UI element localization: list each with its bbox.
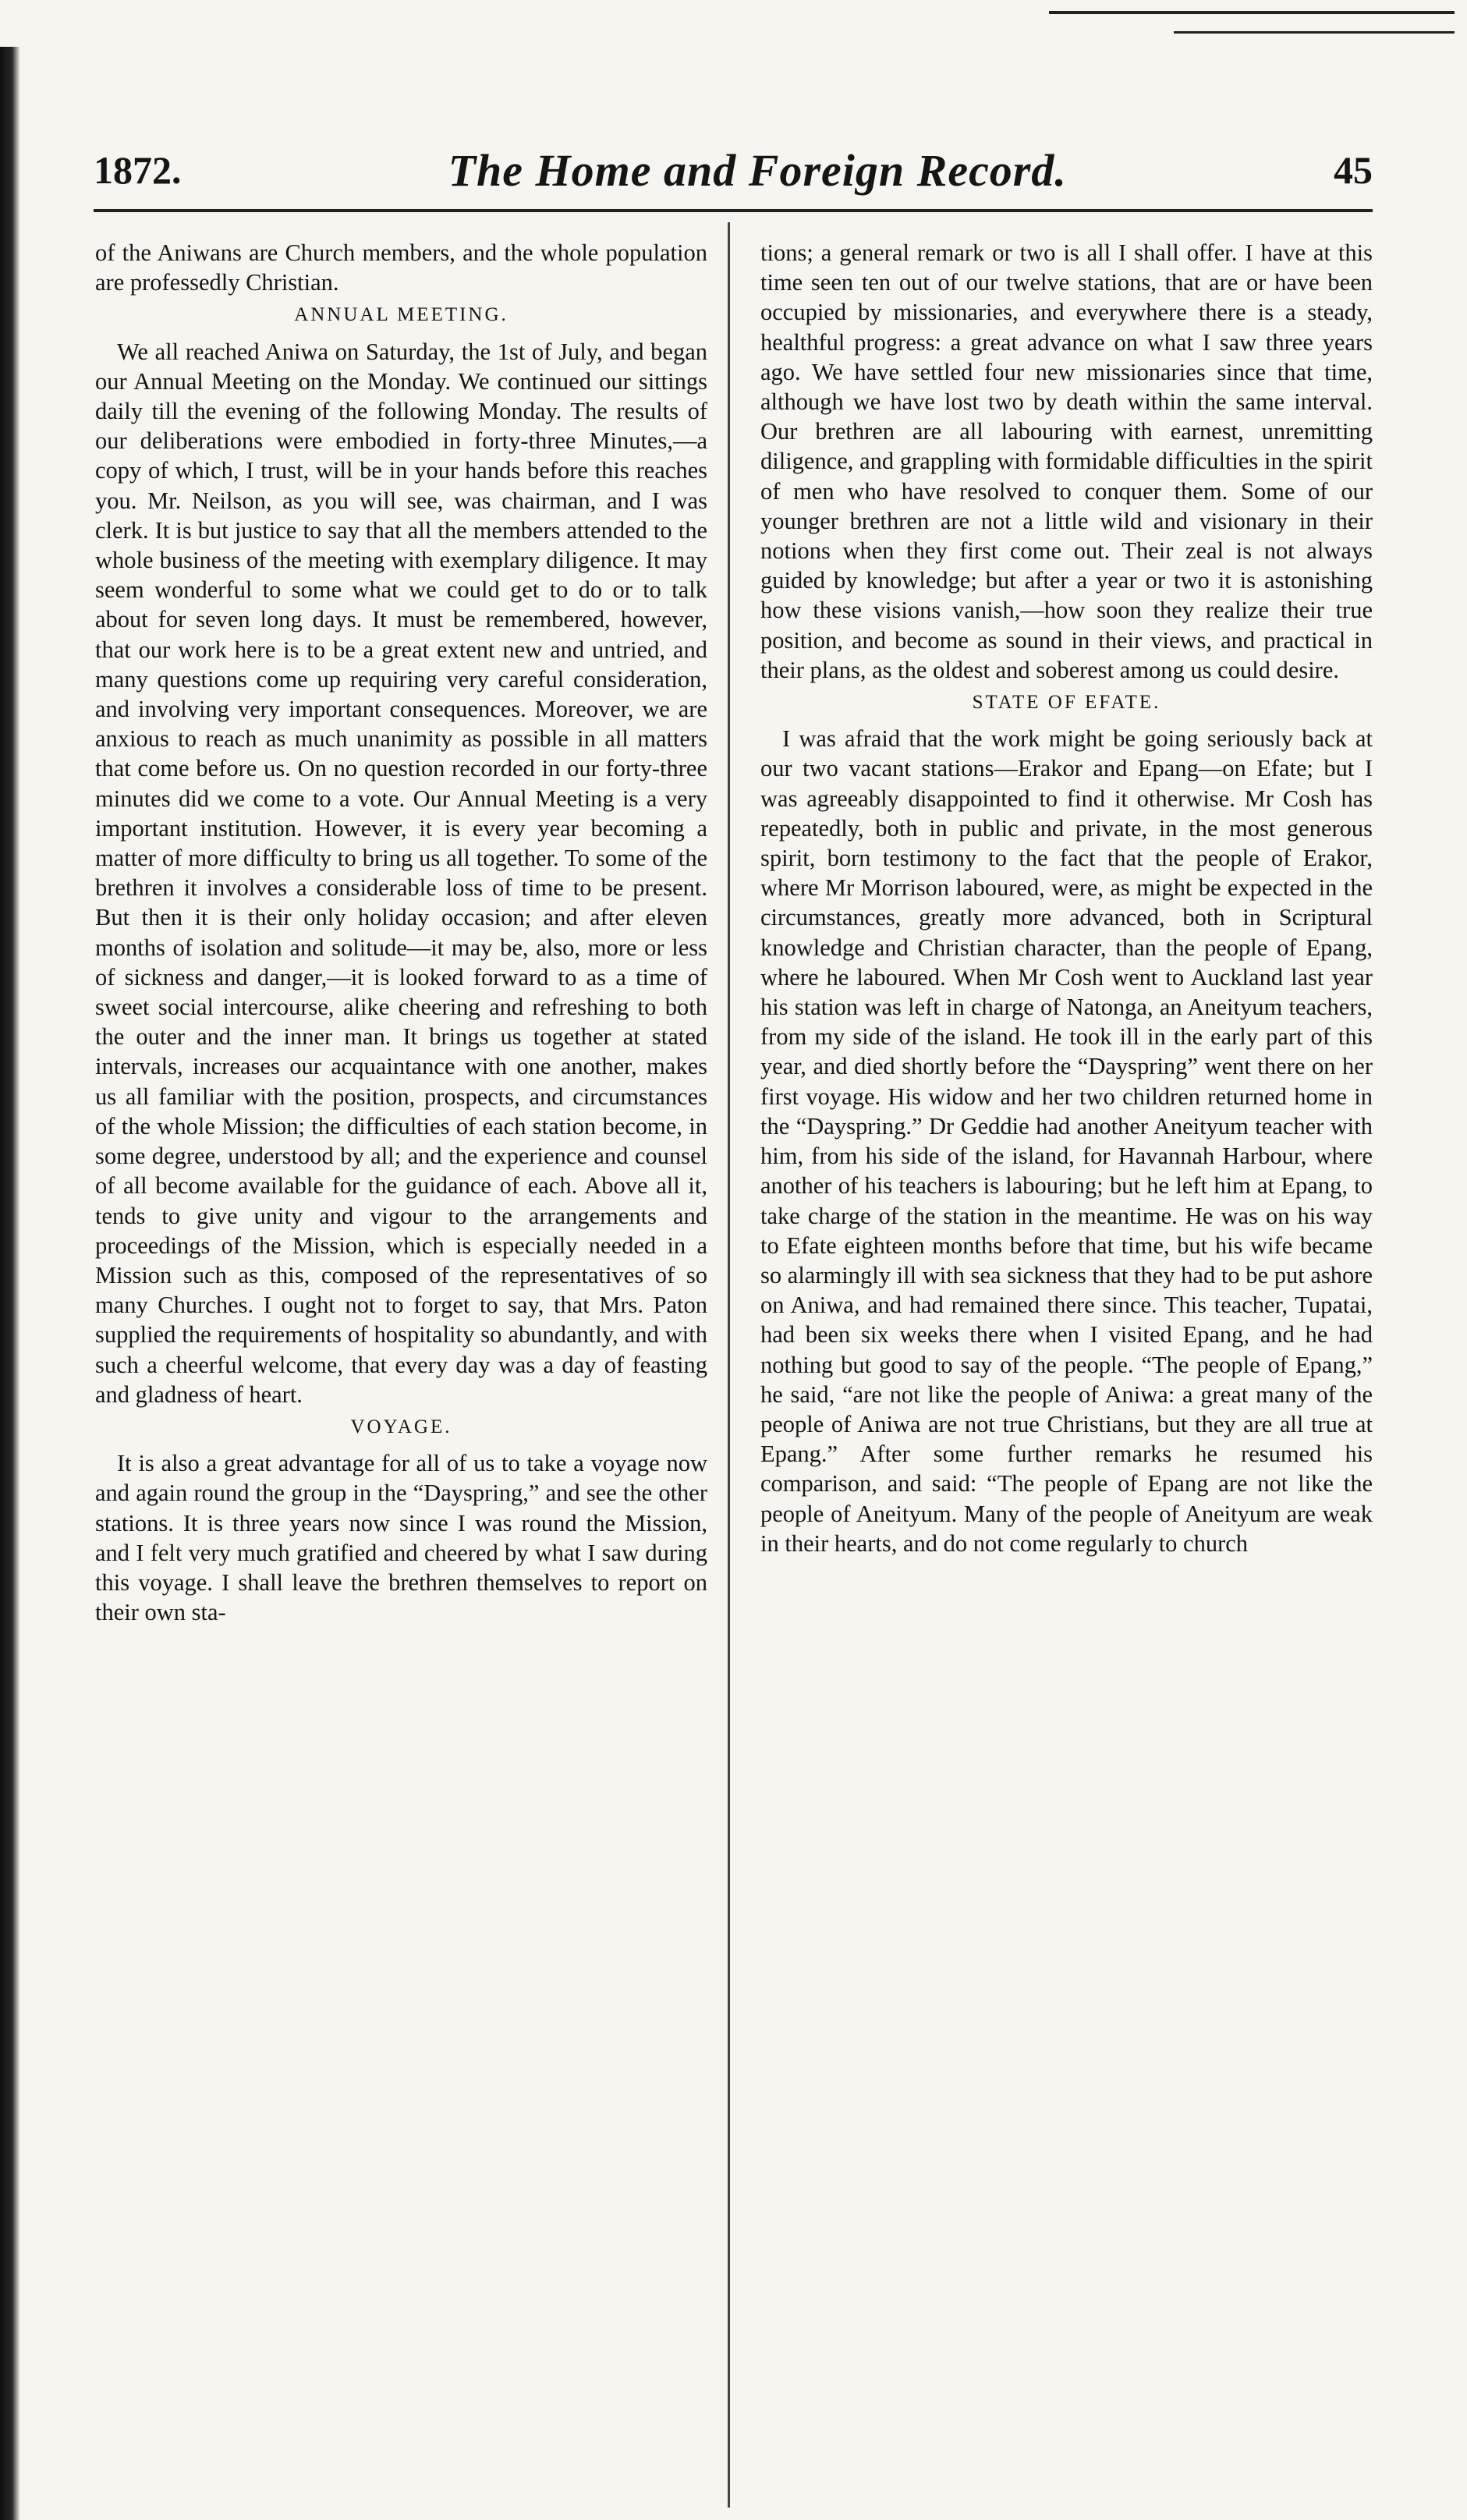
journal-title: The Home and Foreign Record. xyxy=(448,144,1067,196)
top-rule-short xyxy=(1174,31,1455,34)
paragraph: We all reached Aniwa on Saturday, the 1st of July, and began our Annual Meeting on the Monday. We continued our sittings daily till the evening of the following Monday. The results of our deliberations were embodied in forty-three Minutes,—a copy of which, I trust, will be in your hands before this reaches you. Mr. Neilson, as you will see, was chairman, and I was clerk. It is but justice to say that all the members attended to the whole business of the meeting with exemplary diligence. It may seem wonderful to some what we could get to do or to talk about for seven long days. It must be remembered, however, that our work here is to be a great extent new and untried, and many questions come up requiring very careful consideration, and involving very important consequences. Moreover, we are anxious to reach as much unanimity as possible in all matters that come before us. On no question recorded in our forty-three minutes did we come to a vote. Our Annual Meeting is a very important institution. However, it is every year becoming a matter of more difficulty to bring us all together. To some of the brethren it involves a considerable loss of time to be present. But then it is their only holiday occasion; and after eleven months of isolation and solitude—it may be, also, more or less of sickness and danger,—it is looked forward to as a time of sweet social intercourse, alike cheering and refreshing to both the outer and the inner man. It brings us together at stated intervals, increases our acquaintance with one another, makes us all familiar with the position, prospects, and circumstances of the whole Mission; the difficulties of each station become, in some degree, understood by all; and the experience and counsel of all become available for the guidance of each. Above all it, tends to give unity and vigour to the arrangements and proceedings of the Mission, which is especially needed in a Mission such as this, composed of the representatives of so many Churches. I ought not to forget to say, that Mrs. Paton supplied the requirements of hospitality so abundantly, and with such a cheerful welcome, that every day was a day of feasting and gladness of heart. xyxy=(95,338,707,1408)
page-number: 45 xyxy=(1334,148,1373,192)
paragraph: tions; a general remark or two is all I shall offer. I have at this time seen ten out of our twelve stations, that are or have been occupied by missionaries, and everywhere there is a steady, healthful progress: a great advance on what I saw three years ago. We have settled four new missionaries since that time, although we have lost two by death within the same interval. Our brethren are all labouring with earnest, unremitting diligence, and grappling with formidable difficulties in the spirit of men who have resolved to conquer them. Some of our younger brethren are not a little wild and visionary in their notions when they first come out. Their zeal is not always guided by knowledge; but after a year or two it is astonishing how these visions vanish,—how soon they realize their true position, and become as sound in their views, and practical in their plans, as the oldest and soberest among us could desire. xyxy=(760,239,1373,683)
section-heading-annual-meeting: ANNUAL MEETING. xyxy=(294,304,508,326)
header-rule xyxy=(94,209,1373,212)
page-edge-shadow xyxy=(0,47,20,2520)
section-heading-state-of-efate: STATE OF EFATE. xyxy=(972,692,1161,714)
top-rule xyxy=(1049,11,1455,14)
running-head xyxy=(94,139,1373,201)
section-heading-voyage: VOYAGE. xyxy=(350,1416,452,1437)
paragraph: It is also a great advantage for all of us to take a voyage now and again round the group in the “Dayspring,” and see the other stations. It is three years now since I was round the Mission, and I felt very much gratified and cheered by what I saw during this voyage. I shall leave the brethren themselves to report on their own sta- xyxy=(95,1450,707,1626)
column-divider xyxy=(728,222,730,2508)
paragraph: I was afraid that the work might be going seriously back at our two vacant stations—Erakor and Epang—on Efate; but I was agreeably disappointed to find it otherwise. Mr Cosh has repeatedly, both in public and private, in the most generous spirit, born testimony to the fact that the people of Erakor, where Mr Morrison laboured, were, as might be expected in the circumstances, greatly more advanced, both in Scriptural knowledge and Christian character, than the people of Epang, where he laboured. When Mr Cosh went to Auckland last year his station was left in charge of Natonga, an Aneityum teachers, from my side of the island. He took ill in the early part of this year, and died shortly before the “Dayspring” went there on her first voyage. His widow and her two children returned home in the “Dayspring.” Dr Geddie had another Aneityum teacher with him, from his side of the island, for Havannah Harbour, where another of his teachers is labouring; but he left him at Epang, to take charge of the station in the meantime. He was on his way to Efate eighteen months before that time, but his wife became so alarmingly ill with sea sickness that they had to be put ashore on Aniwa, and had remained there since. This teacher, Tupatai, had been six weeks there when I visited Epang, and he had nothing but good to say of the people. “The people of Epang,” he said, “are not like the people of Aniwa: a great many of the people of Aniwa are not true Christians, but they are all true at Epang.” After some further remarks he resumed his comparison, and said: “The people of Epang are not like the people of Aneityum. Many of the people of Aneityum are weak in their hearts, and do not come regularly to church xyxy=(760,725,1373,1557)
right-column xyxy=(760,238,1373,1558)
paragraph: of the Aniwans are Church members, and the whole population are professedly Christian. xyxy=(95,239,707,296)
left-column xyxy=(95,238,707,1627)
header-year: 1872. xyxy=(94,148,182,192)
